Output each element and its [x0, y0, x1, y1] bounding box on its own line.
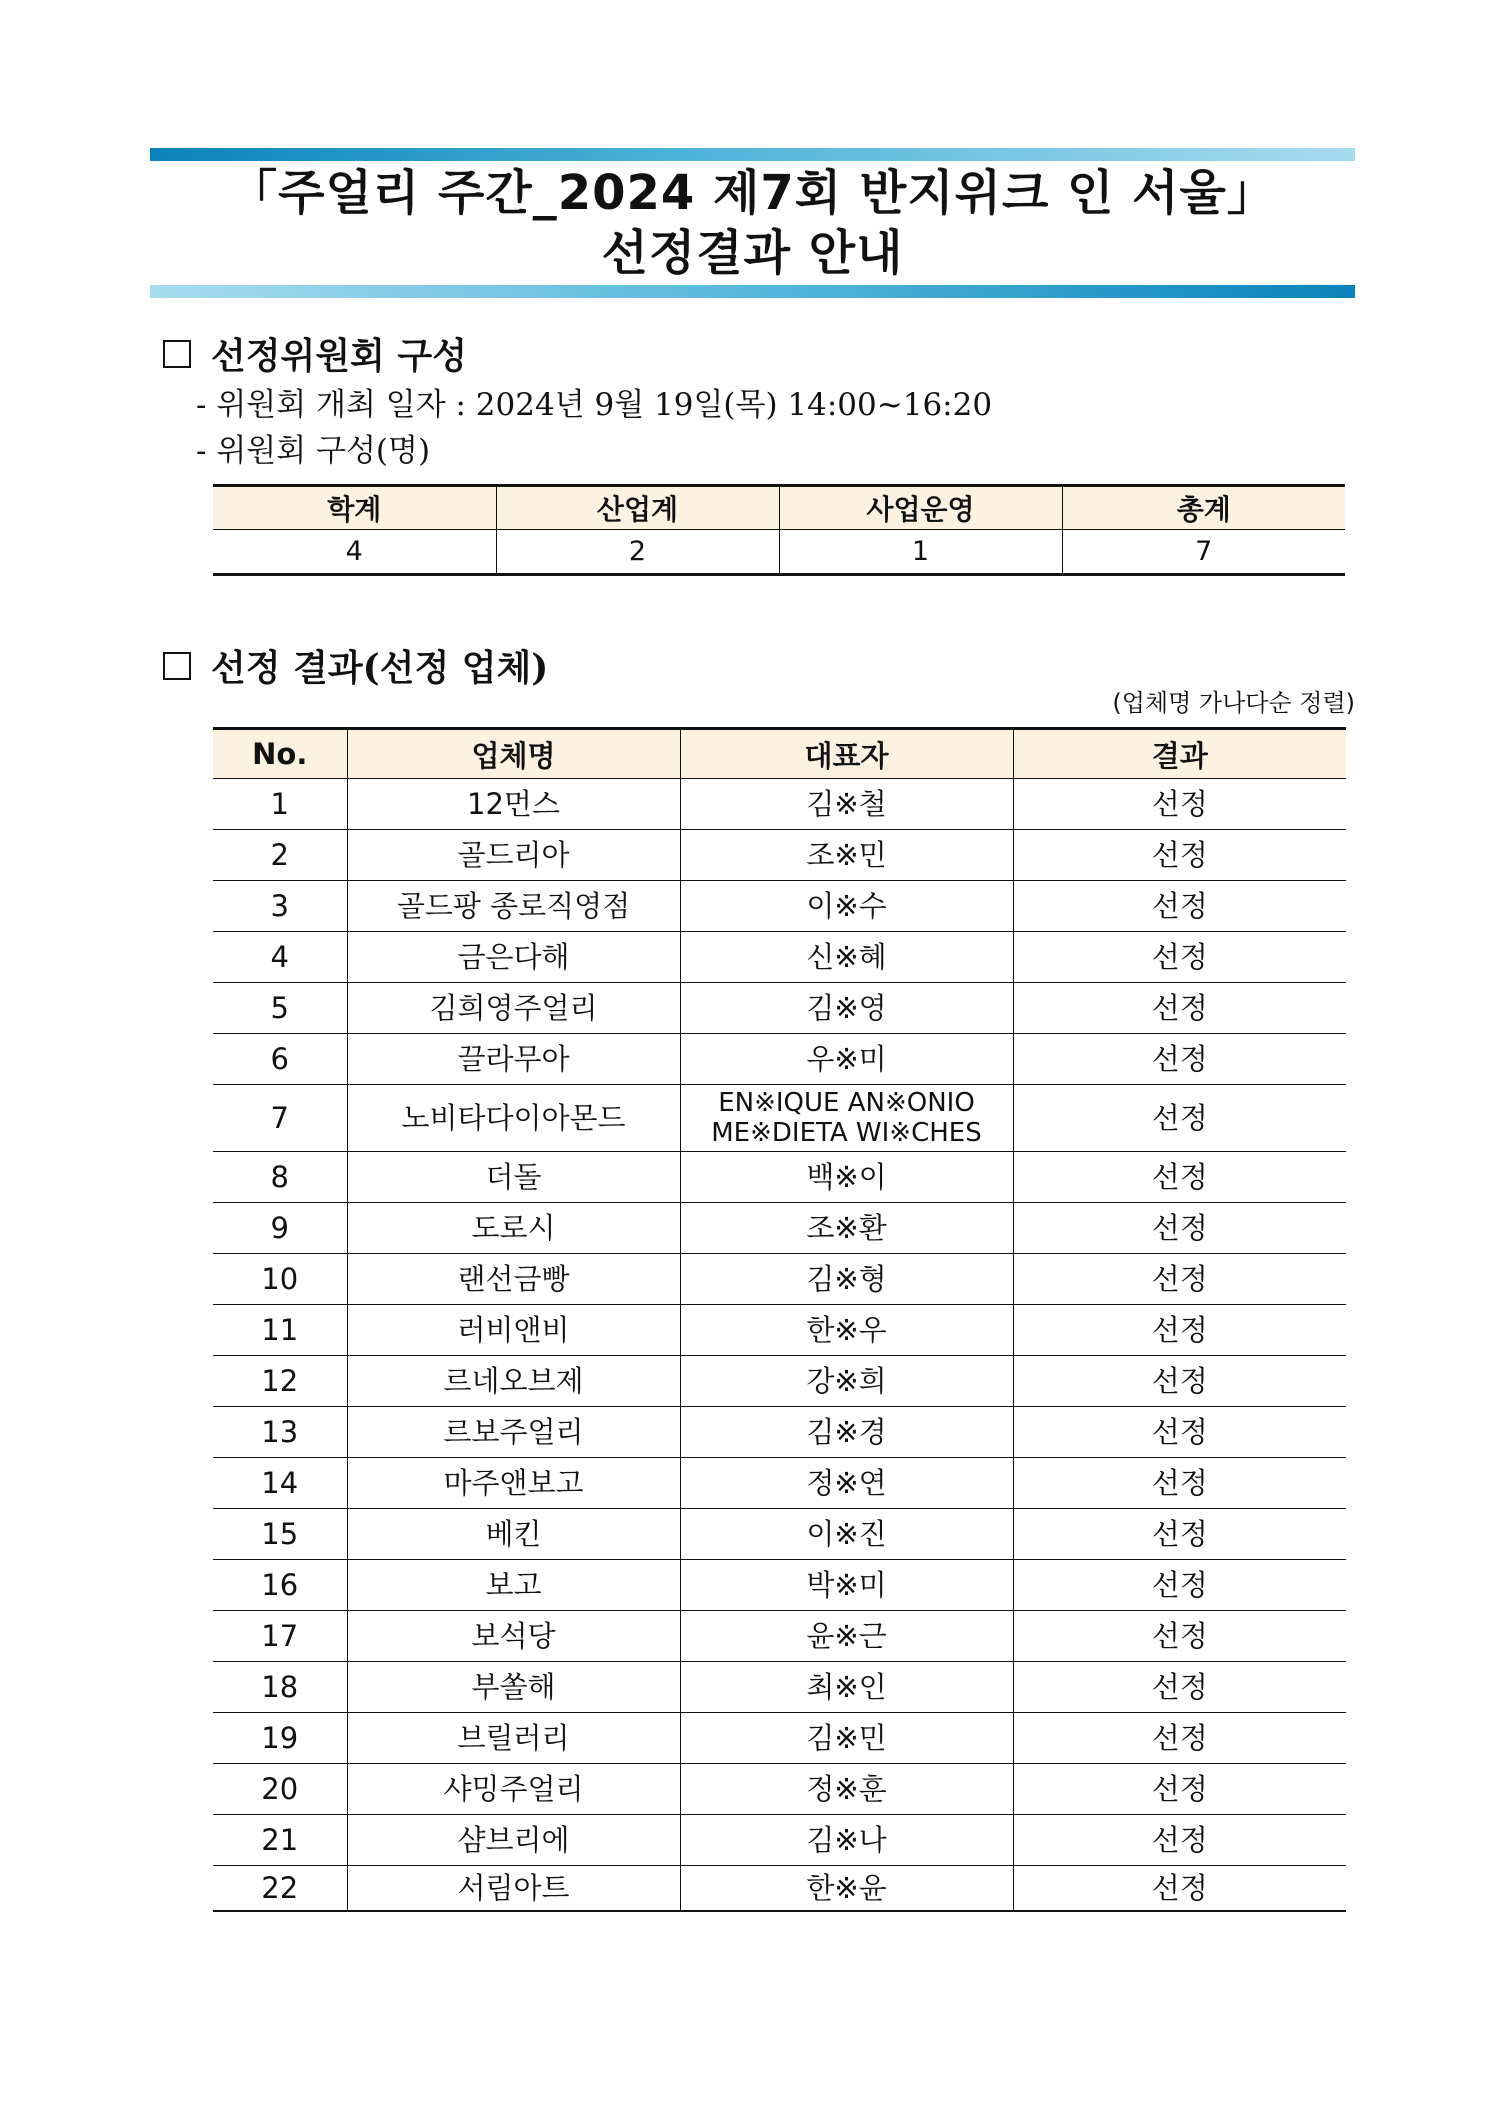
table-row	[213, 1407, 1346, 1458]
selection-result: 선정	[1013, 1560, 1346, 1611]
checkbox-icon	[163, 340, 191, 368]
committee-value-industry: 2	[496, 530, 779, 575]
row-number: 2	[213, 830, 347, 881]
selection-result: 선정	[1013, 983, 1346, 1034]
composition-item: - 위원회 구성(명)	[196, 433, 431, 469]
committee-header-total: 총계	[1062, 486, 1345, 530]
table-row	[213, 1866, 1346, 1912]
representative-name: EN※IQUE AN※ONIO	[718, 1088, 975, 1118]
company-name: 골드리아	[347, 830, 680, 881]
selection-result: 선정	[1013, 1407, 1346, 1458]
selection-result: 선정	[1013, 1254, 1346, 1305]
representative-cell: 조※환	[680, 1203, 1013, 1254]
table-row	[213, 830, 1346, 881]
company-name: 서림아트	[347, 1866, 680, 1912]
table-row	[213, 1034, 1346, 1085]
title-top-bar	[150, 148, 1355, 161]
representative-cell: 백※이	[680, 1152, 1013, 1203]
representative-cell: 김※철	[680, 779, 1013, 830]
table-row	[213, 1458, 1346, 1509]
representative-cell: 한※우	[680, 1305, 1013, 1356]
company-name: 금은다해	[347, 932, 680, 983]
checkbox-icon	[163, 652, 191, 680]
page-subtitle: 선정결과 안내	[601, 225, 904, 281]
representative-cell: 이※수	[680, 881, 1013, 932]
company-name: 르보주얼리	[347, 1407, 680, 1458]
committee-value-academia: 4	[345, 536, 363, 567]
representative-cell: 강※희	[680, 1356, 1013, 1407]
committee-value-total: 7	[1062, 530, 1345, 575]
table-row	[213, 1509, 1346, 1560]
table-row	[213, 1356, 1346, 1407]
selection-result: 선정	[1013, 1458, 1346, 1509]
sort-note: (업체명 가나다순 정렬)	[1112, 689, 1355, 717]
row-number: 5	[213, 983, 347, 1034]
row-number: 16	[213, 1560, 347, 1611]
row-number: 18	[213, 1662, 347, 1713]
representative-cell: 김※나	[680, 1815, 1013, 1866]
committee-value-row	[213, 530, 1345, 575]
committee-header-operations: 사업운영	[779, 486, 1062, 530]
company-name: 끌라무아	[347, 1034, 680, 1085]
table-row	[213, 779, 1346, 830]
representative-cell: 정※훈	[680, 1764, 1013, 1815]
row-number: 21	[213, 1815, 347, 1866]
row-number: 10	[213, 1254, 347, 1305]
table-row	[213, 881, 1346, 932]
row-number: 15	[213, 1509, 347, 1560]
table-row	[213, 1713, 1346, 1764]
selection-result: 선정	[1013, 1815, 1346, 1866]
table-row	[213, 1662, 1346, 1713]
company-name: 골드팡 종로직영점	[347, 881, 680, 932]
row-number: 14	[213, 1458, 347, 1509]
company-name: 도로시	[347, 1203, 680, 1254]
row-number: 6	[213, 1034, 347, 1085]
table-row	[213, 1764, 1346, 1815]
representative-cell: 윤※근	[680, 1611, 1013, 1662]
selection-result: 선정	[1013, 1713, 1346, 1764]
company-name: 베킨	[347, 1509, 680, 1560]
table-row	[213, 1152, 1346, 1203]
representative-cell: 한※윤	[680, 1866, 1013, 1912]
company-name: 러비앤비	[347, 1305, 680, 1356]
committee-value-operations: 1	[779, 530, 1062, 575]
representative-cell: 정※연	[680, 1458, 1013, 1509]
selection-result: 선정	[1013, 1356, 1346, 1407]
page-title: 「주얼리 주간_2024 제7회 반지위크 인 서울」	[229, 165, 1276, 221]
company-name: 랜선금빵	[347, 1254, 680, 1305]
selection-result: 선정	[1013, 779, 1346, 830]
row-number: 19	[213, 1713, 347, 1764]
representative-cell: 최※인	[680, 1662, 1013, 1713]
company-name: 르네오브제	[347, 1356, 680, 1407]
selection-result: 선정	[1013, 1764, 1346, 1815]
section-results-heading	[163, 640, 548, 691]
header-no: No.	[213, 729, 347, 779]
row-number: 20	[213, 1764, 347, 1815]
row-number: 22	[261, 1871, 299, 1905]
committee-header-academia: 학계	[213, 486, 496, 530]
table-row	[213, 1611, 1346, 1662]
table-row	[213, 1815, 1346, 1866]
table-row	[213, 1560, 1346, 1611]
selection-result: 선정	[1013, 1203, 1346, 1254]
title-bottom-bar	[150, 285, 1355, 298]
representative-cell: 김※영	[680, 983, 1013, 1034]
row-number: 8	[213, 1152, 347, 1203]
company-name: 보고	[347, 1560, 680, 1611]
table-row	[213, 1203, 1346, 1254]
selection-result: 선정	[1013, 881, 1346, 932]
row-number: 12	[213, 1356, 347, 1407]
header-company: 업체명	[347, 729, 680, 779]
selection-result: 선정	[1013, 1034, 1346, 1085]
table-row	[213, 1254, 1346, 1305]
row-number: 4	[213, 932, 347, 983]
company-name: 더돌	[347, 1152, 680, 1203]
section-committee-title: 선정위원회 구성	[211, 335, 467, 377]
company-name: 12먼스	[347, 779, 680, 830]
row-number: 13	[213, 1407, 347, 1458]
table-row	[213, 1085, 1346, 1152]
representative-name-line2: ME※DIETA WI※CHES	[711, 1118, 982, 1148]
company-name: 노비타다이아몬드	[347, 1085, 680, 1152]
row-number: 7	[213, 1085, 347, 1152]
results-table	[213, 727, 1346, 1912]
header-representative: 대표자	[680, 729, 1013, 779]
row-number: 11	[213, 1305, 347, 1356]
meeting-date-item: - 위원회 개최 일자 : 2024년 9월 19일(목) 14:00~16:20	[196, 387, 993, 423]
table-row	[213, 983, 1346, 1034]
representative-cell	[680, 1085, 1013, 1152]
company-name: 마주앤보고	[347, 1458, 680, 1509]
selection-result: 선정	[1013, 1611, 1346, 1662]
row-number: 1	[213, 779, 347, 830]
selection-result: 선정	[1013, 1662, 1346, 1713]
title-block	[150, 148, 1355, 298]
representative-cell: 우※미	[680, 1034, 1013, 1085]
table-row	[213, 1305, 1346, 1356]
company-name: 부쏠해	[347, 1662, 680, 1713]
results-body	[213, 779, 1346, 1912]
company-name: 김희영주얼리	[347, 983, 680, 1034]
representative-cell: 조※민	[680, 830, 1013, 881]
header-result: 결과	[1013, 729, 1346, 779]
results-header-row	[213, 729, 1346, 779]
representative-cell: 김※민	[680, 1713, 1013, 1764]
table-row	[213, 932, 1346, 983]
section-committee-heading	[163, 328, 467, 379]
row-number: 17	[213, 1611, 347, 1662]
selection-result: 선정	[1013, 1305, 1346, 1356]
representative-cell: 김※형	[680, 1254, 1013, 1305]
committee-table	[213, 484, 1345, 576]
representative-cell: 김※경	[680, 1407, 1013, 1458]
company-name: 샤밍주얼리	[347, 1764, 680, 1815]
company-name: 샴브리에	[347, 1815, 680, 1866]
company-name: 브릴러리	[347, 1713, 680, 1764]
company-name: 보석당	[347, 1611, 680, 1662]
selection-result: 선정	[1013, 1152, 1346, 1203]
selection-result: 선정	[1013, 932, 1346, 983]
row-number: 3	[213, 881, 347, 932]
row-number: 9	[213, 1203, 347, 1254]
section-results-title: 선정 결과(선정 업체)	[211, 647, 549, 689]
representative-cell: 이※진	[680, 1509, 1013, 1560]
selection-result: 선정	[1013, 830, 1346, 881]
committee-header-industry: 산업계	[496, 486, 779, 530]
representative-cell: 신※혜	[680, 932, 1013, 983]
committee-header-row	[213, 486, 1345, 530]
representative-cell: 박※미	[680, 1560, 1013, 1611]
selection-result: 선정	[1013, 1866, 1346, 1912]
selection-result: 선정	[1013, 1085, 1346, 1152]
selection-result: 선정	[1013, 1509, 1346, 1560]
